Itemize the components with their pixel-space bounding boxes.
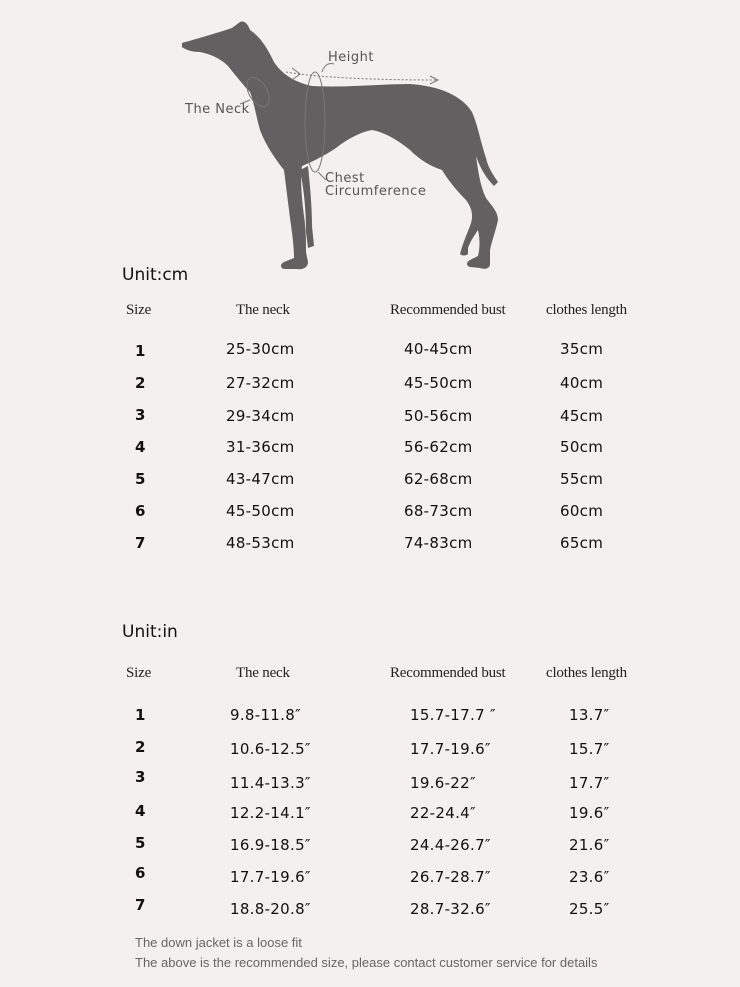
fit-note: The down jacket is a loose fit — [135, 935, 302, 950]
length-cell: 19.6″ — [569, 804, 610, 822]
bust-cell: 45-50cm — [404, 374, 473, 392]
neck-cell: 31-36cm — [226, 438, 295, 456]
neck-cell: 11.4-13.3″ — [230, 774, 311, 792]
header-neck: The neck — [236, 665, 290, 681]
length-cell: 60cm — [560, 502, 604, 520]
neck-cell: 9.8-11.8″ — [230, 706, 301, 724]
length-cell: 40cm — [560, 374, 604, 392]
header-bust: Recommended bust — [390, 302, 506, 318]
bust-cell: 19.6-22″ — [410, 774, 476, 792]
header-bust: Recommended bust — [390, 665, 506, 681]
size-cell: 1 — [135, 706, 146, 724]
service-note: The above is the recommended size, please contact customer service for details — [135, 955, 598, 970]
size-cell: 2 — [135, 374, 146, 392]
header-length: clothes length — [546, 302, 627, 318]
neck-cell: 43-47cm — [226, 470, 295, 488]
neck-cell: 18.8-20.8″ — [230, 900, 311, 918]
size-cell: 5 — [135, 834, 146, 852]
circumference-label: Circumference — [325, 184, 427, 199]
size-cell: 5 — [135, 470, 146, 488]
height-label: Height — [328, 50, 374, 65]
length-cell: 35cm — [560, 340, 604, 358]
neck-cell: 25-30cm — [226, 340, 295, 358]
neck-cell: 45-50cm — [226, 502, 295, 520]
neck-cell: 48-53cm — [226, 534, 295, 552]
neck-cell: 29-34cm — [226, 407, 295, 425]
length-cell: 21.6″ — [569, 836, 610, 854]
size-cell: 7 — [135, 534, 146, 552]
bust-cell: 62-68cm — [404, 470, 473, 488]
size-cell: 4 — [135, 802, 146, 820]
header-size: Size — [126, 665, 152, 681]
length-cell: 17.7″ — [569, 774, 610, 792]
size-cell: 6 — [135, 502, 146, 520]
neck-cell: 12.2-14.1″ — [230, 804, 311, 822]
size-cell: 1 — [135, 342, 146, 360]
size-cell: 3 — [135, 768, 146, 786]
unit-label: Unit:in — [122, 622, 178, 642]
neck-cell: 27-32cm — [226, 374, 295, 392]
size-cell: 2 — [135, 738, 146, 756]
bust-cell: 24.4-26.7″ — [410, 836, 491, 854]
bust-cell: 26.7-28.7″ — [410, 868, 491, 886]
bust-cell: 68-73cm — [404, 502, 473, 520]
neck-label: The Neck — [185, 102, 250, 117]
size-cell: 4 — [135, 438, 146, 456]
bust-cell: 56-62cm — [404, 438, 473, 456]
unit-label: Unit:cm — [122, 265, 189, 285]
size-cell: 6 — [135, 864, 146, 882]
bust-cell: 17.7-19.6″ — [410, 740, 491, 758]
chest-label: Chest — [325, 171, 365, 186]
bust-cell: 74-83cm — [404, 534, 473, 552]
neck-cell: 17.7-19.6″ — [230, 868, 311, 886]
size-cell: 3 — [135, 406, 146, 424]
length-cell: 25.5″ — [569, 900, 610, 918]
bust-cell: 50-56cm — [404, 407, 473, 425]
size-cell: 7 — [135, 896, 146, 914]
length-cell: 65cm — [560, 534, 604, 552]
neck-cell: 10.6-12.5″ — [230, 740, 311, 758]
length-cell: 50cm — [560, 438, 604, 456]
length-cell: 45cm — [560, 407, 604, 425]
dog-diagram — [0, 0, 740, 275]
bust-cell: 15.7-17.7 ″ — [410, 706, 496, 724]
bust-cell: 28.7-32.6″ — [410, 900, 491, 918]
length-cell: 13.7″ — [569, 706, 610, 724]
dog-silhouette-icon — [0, 0, 740, 275]
header-neck: The neck — [236, 302, 290, 318]
length-cell: 15.7″ — [569, 740, 610, 758]
bust-cell: 40-45cm — [404, 340, 473, 358]
header-length: clothes length — [546, 665, 627, 681]
length-cell: 55cm — [560, 470, 604, 488]
header-size: Size — [126, 302, 152, 318]
neck-cell: 16.9-18.5″ — [230, 836, 311, 854]
length-cell: 23.6″ — [569, 868, 610, 886]
bust-cell: 22-24.4″ — [410, 804, 476, 822]
